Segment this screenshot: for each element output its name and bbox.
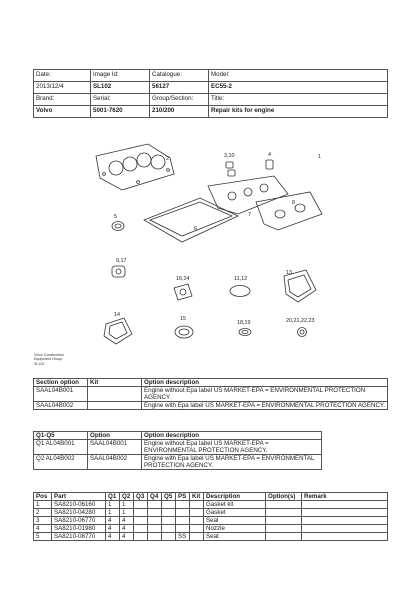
- q2-cell: 4: [120, 533, 134, 541]
- header-label-row: [34, 70, 388, 82]
- oil-pan-gasket-14-shape: [104, 318, 132, 344]
- stamp-line: Equipment Group: [34, 357, 63, 362]
- header-info-table: [33, 69, 388, 118]
- brand-value: Volvo: [34, 106, 91, 118]
- table-row: [34, 455, 388, 470]
- valve-seals-shape: [226, 162, 235, 176]
- options-cell: [266, 517, 302, 525]
- brand-label: Brand:: [34, 94, 91, 106]
- q3-cell: [134, 525, 148, 533]
- q4-cell: [148, 501, 162, 509]
- group-label: Group/Section:: [150, 94, 209, 106]
- group-value: 210/200: [150, 106, 209, 118]
- column-header: Option: [88, 432, 142, 440]
- table-row: [34, 501, 388, 509]
- column-header: Q1-Q5: [34, 432, 88, 440]
- column-header: Q5: [162, 493, 176, 501]
- section-option-cell: SAAL04B002: [34, 402, 88, 410]
- q5-cell: [162, 509, 176, 517]
- q2-cell: 4: [120, 517, 134, 525]
- serial-value: 5001-7620: [91, 106, 150, 118]
- options-cell: [266, 533, 302, 541]
- q-cell: Q2 AL04B002: [34, 455, 88, 470]
- header-value-row: [34, 82, 388, 94]
- q-option-table: [33, 431, 388, 470]
- ps-cell: SS: [176, 533, 190, 541]
- image-id-value: SL102: [91, 82, 150, 94]
- serial-label: Serial:: [91, 94, 150, 106]
- title-label: Title:: [209, 94, 388, 106]
- kit-cell: [190, 517, 204, 525]
- part-number-cell: SA8210-06160: [52, 501, 106, 509]
- part-number-label: 2: [166, 156, 169, 162]
- option-description-cell: Engine with Epa label US MARKET-EPA = ENVIRONMENTAL PROTECTION AGENCY.: [142, 402, 388, 410]
- header-label-row-2: [34, 94, 388, 106]
- part-number-label: 16,24: [176, 276, 190, 282]
- empty-cell: [322, 432, 388, 440]
- column-header: Section option: [34, 379, 88, 387]
- table-header-row: [34, 432, 388, 440]
- column-header: Kit: [190, 493, 204, 501]
- part-number-label: 5: [114, 214, 117, 220]
- q3-cell: [134, 517, 148, 525]
- part-number-label: 11,12: [234, 276, 248, 282]
- washer-20-23-shape: [298, 328, 307, 337]
- o-ring-shape: [230, 286, 250, 297]
- head-gasket-shape: [96, 144, 174, 190]
- column-header: Kit: [88, 379, 142, 387]
- column-header: Description: [204, 493, 266, 501]
- empty-cell: [322, 440, 388, 455]
- manifold-gasket-shape: [208, 176, 288, 214]
- kit-cell: [190, 509, 204, 517]
- option-description-cell: Engine with Epa label US MARKET-EPA = ENVIRONMENTAL PROTECTION AGENCY.: [142, 455, 322, 470]
- column-header: Part: [52, 493, 106, 501]
- pos-cell: 1: [34, 501, 52, 509]
- part-number-label: 8: [292, 200, 295, 206]
- kit-cell: [190, 525, 204, 533]
- remark-cell: [302, 533, 388, 541]
- table-row: [34, 402, 388, 410]
- table-row: [34, 387, 388, 402]
- q2-cell: 1: [120, 509, 134, 517]
- part-number-cell: SA8210-06770: [52, 517, 106, 525]
- kit-cell: [190, 501, 204, 509]
- part-number-label: 9,17: [116, 258, 127, 264]
- option-description-cell: Engine without Epa label US MARKET-EPA = ENVIRONMENTAL PROTECTION AGENCY.: [142, 387, 388, 402]
- description-cell: Nozzle: [204, 525, 266, 533]
- date-value: 2013/12/4: [34, 82, 91, 94]
- date-label: Date:: [34, 70, 91, 82]
- drawing-stamp: [34, 353, 64, 366]
- small-gasket-9-17-shape: [112, 266, 125, 277]
- q5-cell: [162, 501, 176, 509]
- part-number-label: 18,19: [237, 320, 251, 326]
- q4-cell: [148, 533, 162, 541]
- options-cell: [266, 501, 302, 509]
- flange-gasket-shape: [174, 284, 192, 300]
- empty-cell: [322, 455, 388, 470]
- q5-cell: [162, 533, 176, 541]
- ps-cell: [176, 501, 190, 509]
- part-number-label: 7: [248, 212, 251, 218]
- pos-cell: 2: [34, 509, 52, 517]
- column-header: Q3: [134, 493, 148, 501]
- q1-cell: 4: [106, 533, 120, 541]
- part-number-label: 3,10: [224, 153, 235, 159]
- header-value-row-2: [34, 106, 388, 118]
- kit-cell: [88, 402, 142, 410]
- rocker-cover-gasket-shape: [144, 198, 238, 242]
- q1-cell: 1: [106, 509, 120, 517]
- q2-cell: 1: [120, 501, 134, 509]
- column-header: Pos: [34, 493, 52, 501]
- options-cell: [266, 509, 302, 517]
- q-cell: Q1 AL04B001: [34, 440, 88, 455]
- part-number-label: 1: [318, 154, 321, 160]
- exploded-parts-diagram: [88, 134, 328, 352]
- seal-18-19-shape: [239, 329, 251, 336]
- part-number-label: 14: [114, 312, 120, 318]
- q3-cell: [134, 501, 148, 509]
- options-cell: [266, 525, 302, 533]
- remark-cell: [302, 525, 388, 533]
- table-header-row: [34, 493, 388, 501]
- stamp-line: Volvo Construction: [34, 353, 64, 357]
- part-number-label: 15: [180, 316, 186, 322]
- seal-ring-shape: [112, 222, 124, 231]
- table-row: [34, 533, 388, 541]
- part-number-cell: SA8210-08770: [52, 533, 106, 541]
- column-header: Q2: [120, 493, 134, 501]
- exhaust-gasket-shape: [256, 192, 322, 230]
- q2-cell: 4: [120, 525, 134, 533]
- remark-cell: [302, 517, 388, 525]
- stamp-line: SL102: [34, 361, 45, 366]
- column-header: Option(s): [266, 493, 302, 501]
- q4-cell: [148, 517, 162, 525]
- ring-15-shape: [175, 326, 193, 338]
- q1-cell: 4: [106, 525, 120, 533]
- part-number-label: 6: [194, 226, 197, 232]
- part-number-label: 13: [286, 270, 292, 276]
- ps-cell: [176, 517, 190, 525]
- part-number-cell: SA8210-01980: [52, 525, 106, 533]
- q1-cell: 4: [106, 517, 120, 525]
- ps-cell: [176, 509, 190, 517]
- q3-cell: [134, 509, 148, 517]
- catalogue-value: 56127: [150, 82, 209, 94]
- table-row: [34, 509, 388, 517]
- description-cell: Seat: [204, 533, 266, 541]
- option-cell: SAAL04B002: [88, 455, 142, 470]
- part-number-cell: SA8210-04280: [52, 509, 106, 517]
- option-cell: SAAL04B001: [88, 440, 142, 455]
- ps-cell: [176, 525, 190, 533]
- column-header: PS: [176, 493, 190, 501]
- pos-cell: 5: [34, 533, 52, 541]
- table-row: [34, 440, 388, 455]
- q4-cell: [148, 525, 162, 533]
- table-row: [34, 525, 388, 533]
- q3-cell: [134, 533, 148, 541]
- description-cell: Gasket kit: [204, 501, 266, 509]
- catalogue-label: Catalogue:: [150, 70, 209, 82]
- part-number-label: 20,21,22,23: [286, 318, 315, 324]
- title-value: Repair kits for engine: [209, 106, 388, 118]
- table-row: [34, 517, 388, 525]
- description-cell: Gasket: [204, 509, 266, 517]
- parts-list-table: [33, 492, 388, 541]
- part-number-label: 4: [268, 152, 271, 158]
- column-header: Remark: [302, 493, 388, 501]
- description-cell: Seal: [204, 517, 266, 525]
- remark-cell: [302, 509, 388, 517]
- q1-cell: 1: [106, 501, 120, 509]
- image-id-label: Image Id:: [91, 70, 150, 82]
- kit-cell: [88, 387, 142, 402]
- kit-cell: [190, 533, 204, 541]
- section-option-table: [33, 378, 388, 410]
- pos-cell: 3: [34, 517, 52, 525]
- q5-cell: [162, 517, 176, 525]
- remark-cell: [302, 501, 388, 509]
- column-header: Option description: [142, 379, 388, 387]
- table-header-row: [34, 379, 388, 387]
- column-header: Q4: [148, 493, 162, 501]
- q5-cell: [162, 525, 176, 533]
- nozzle-seat-shape: [266, 160, 273, 169]
- model-value: EC55-2: [209, 82, 388, 94]
- pos-cell: 4: [34, 525, 52, 533]
- column-header: Option description: [142, 432, 322, 440]
- q4-cell: [148, 509, 162, 517]
- option-description-cell: Engine without Epa label US MARKET-EPA = ENVIRONMENTAL PROTECTION AGENCY.: [142, 440, 322, 455]
- column-header: Q1: [106, 493, 120, 501]
- model-label: Model:: [209, 70, 388, 82]
- section-option-cell: SAAL04B001: [34, 387, 88, 402]
